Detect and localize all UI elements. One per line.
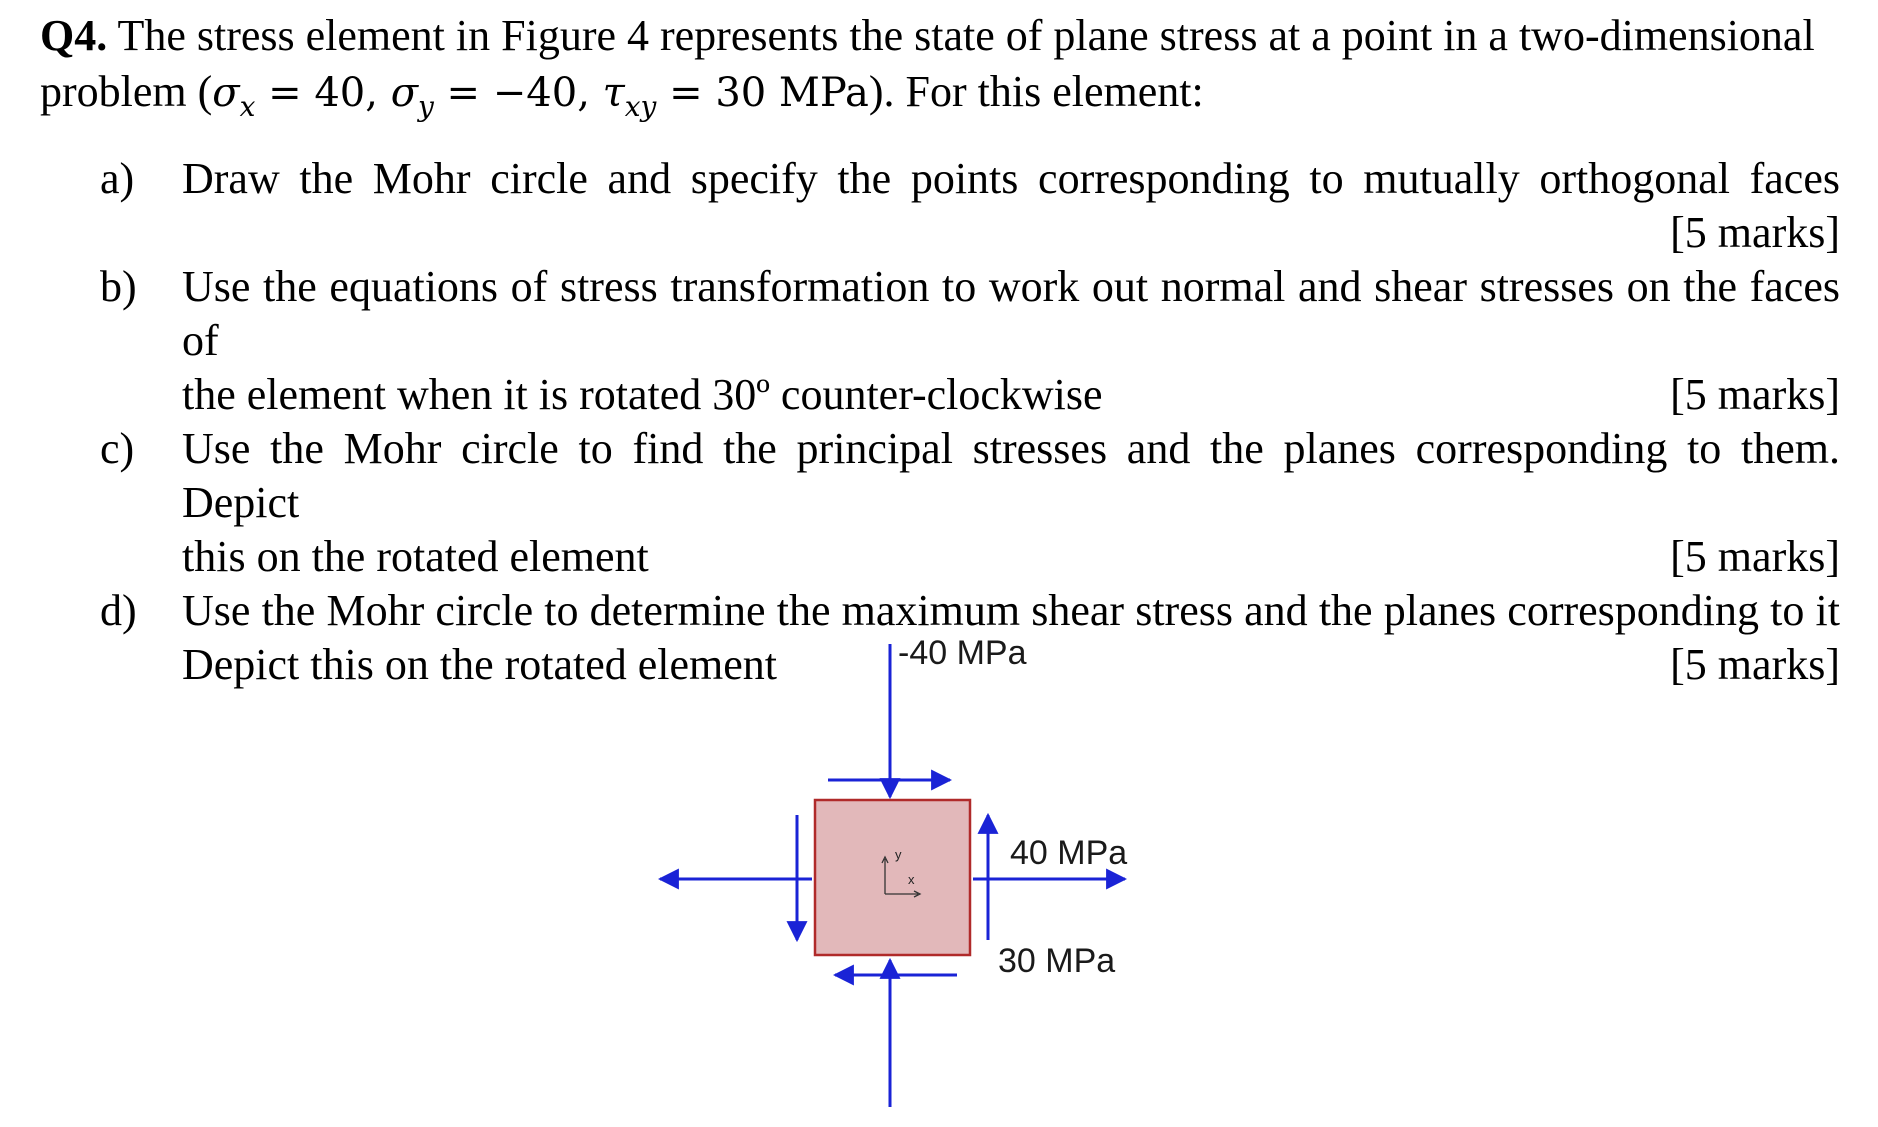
part-text-line-1: Use the Mohr circle to find the principal stresses and the planes corresponding to them. Depict <box>182 424 1840 527</box>
question-header <box>40 8 1840 135</box>
part-text-line-2: the element when it is rotated 30º counter-clockwise <box>182 370 1103 419</box>
sigma-y-term <box>390 70 434 123</box>
stress-element-square <box>815 800 970 955</box>
question-intro: The stress element in Figure 4 represents the state of plane stress at a point in a two-dimensional <box>117 11 1815 60</box>
part-text: Draw the Mohr circle and specify the points corresponding to mutually orthogonal faces <box>182 154 1840 203</box>
part-body <box>182 260 1840 422</box>
question-parts <box>100 152 1840 692</box>
part-marks: [5 marks] <box>1670 640 1840 689</box>
sigma-symbol: σ <box>390 70 418 116</box>
part-letter: d) <box>100 586 137 635</box>
part-c <box>100 422 1840 584</box>
part-text-line-1: Use the Mohr circle to determine the maximum shear stress and the planes corresponding to it <box>182 586 1840 635</box>
part-b <box>100 260 1840 422</box>
sigma-symbol: σ <box>212 70 240 116</box>
subscript-y: y <box>418 90 434 123</box>
tau-xy-value: = 30 MPa <box>656 70 869 116</box>
axis-x-label: x <box>908 872 915 887</box>
part-body <box>182 152 1840 260</box>
axis-y-label: y <box>895 847 902 862</box>
part-letter: b) <box>100 262 137 311</box>
tau-xy-term <box>602 70 657 123</box>
part-marks: [5 marks] <box>1670 370 1840 419</box>
sigma-x-term <box>212 70 256 123</box>
stress-element-diagram <box>640 622 1240 1122</box>
part-letter: a) <box>100 154 135 203</box>
part-marks: [5 marks] <box>1670 532 1840 581</box>
tau-symbol: τ <box>602 70 625 116</box>
sigma-x-value: = 40, <box>255 70 391 116</box>
question-line-2 <box>40 64 1840 135</box>
sigma-y-value: = −40, <box>433 70 603 116</box>
sigma-y-label: -40 MPa <box>898 634 1027 672</box>
part-text-line-1: Use the equations of stress transformation to work out normal and shear stresses on the faces of <box>182 262 1840 365</box>
sigma-x-label: 40 MPa <box>1010 834 1128 872</box>
part-text-line-2: Depict this on the rotated element <box>182 640 778 689</box>
question-line-1 <box>40 8 1840 64</box>
part-letter: c) <box>100 424 135 473</box>
part-text-line-2: this on the rotated element <box>182 532 649 581</box>
part-marks: [5 marks] <box>1670 208 1840 257</box>
part-a <box>100 152 1840 260</box>
question-number: Q4. <box>40 11 108 60</box>
part-body <box>182 422 1840 584</box>
subscript-xy: xy <box>624 90 657 123</box>
intro-end-text: ). For this element: <box>868 67 1204 116</box>
subscript-x: x <box>239 90 256 123</box>
stress-element-figure <box>640 622 1240 1122</box>
tau-label: 30 MPa <box>998 942 1116 980</box>
intro-problem-text: problem ( <box>40 67 213 116</box>
